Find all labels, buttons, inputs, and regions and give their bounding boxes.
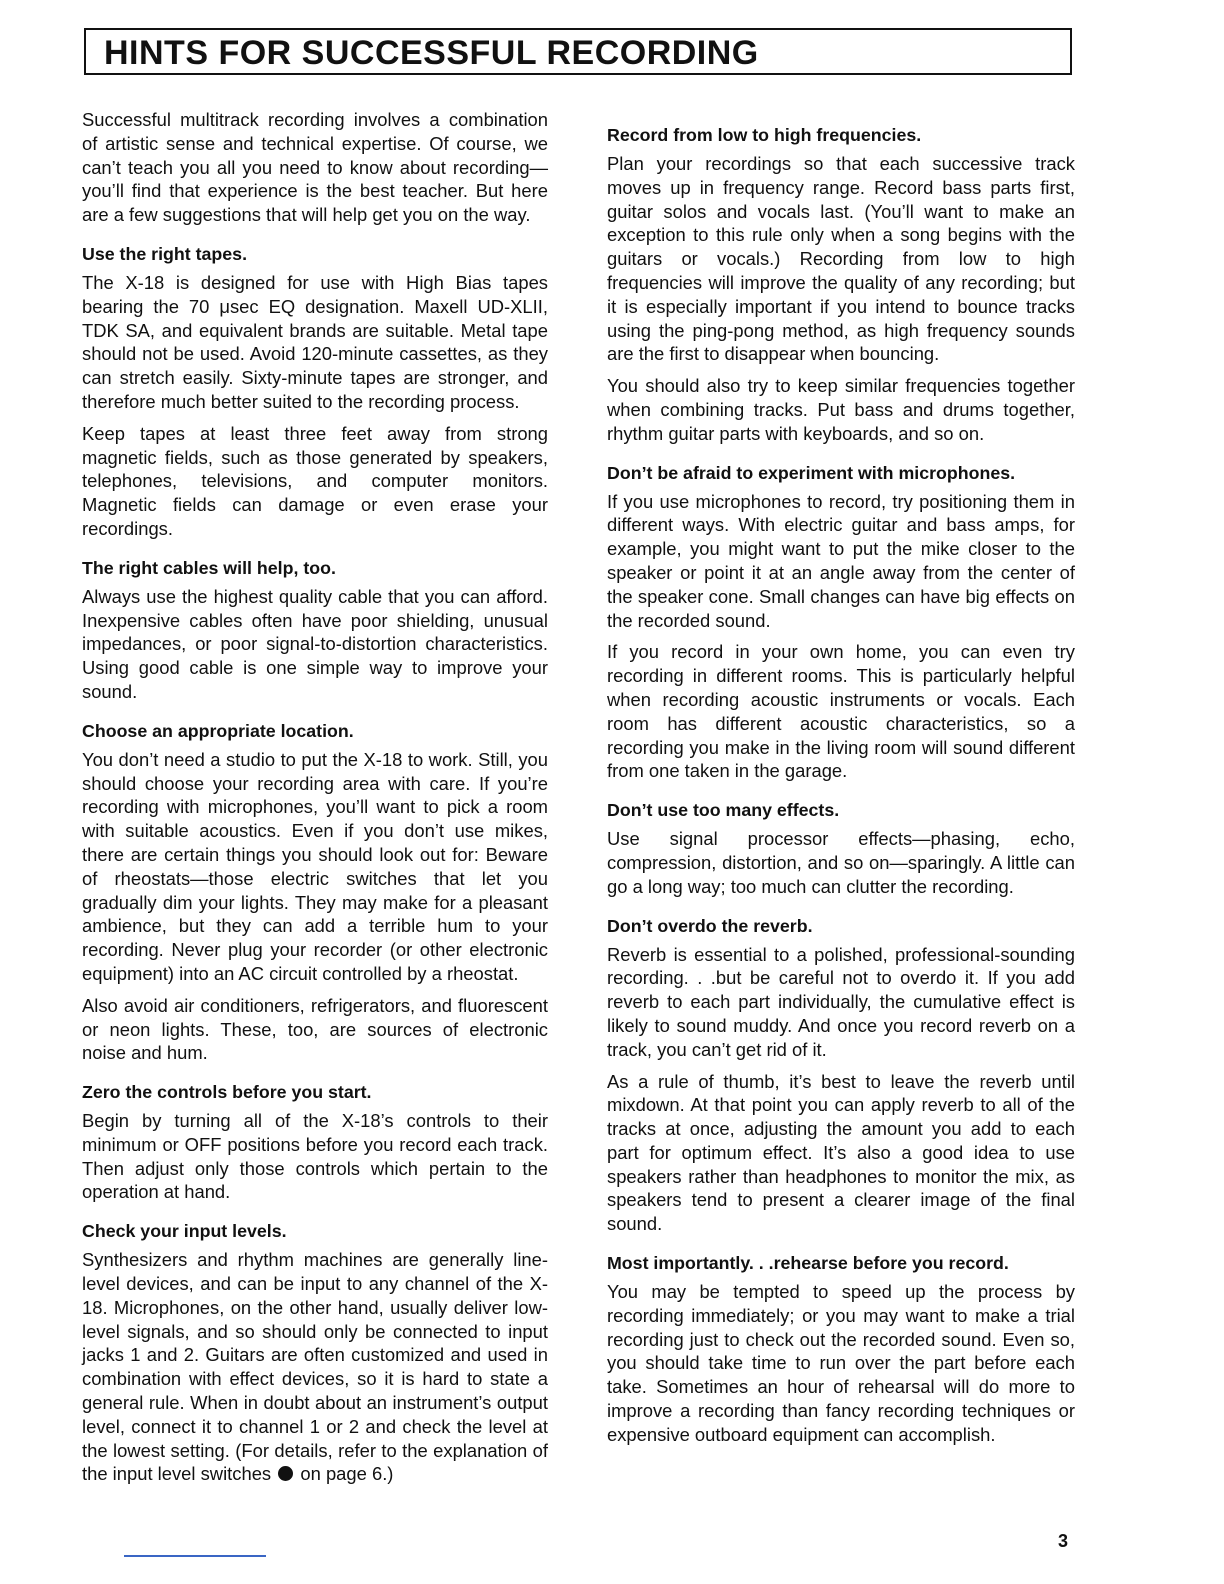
section-heading-effects: Don’t use too many effects. bbox=[607, 800, 840, 821]
section-heading-tapes: Use the right tapes. bbox=[82, 243, 248, 264]
circled-number-icon bbox=[278, 1466, 293, 1481]
page-title: HINTS FOR SUCCESSFUL RECORDING bbox=[104, 34, 759, 72]
section-heading-rehearse: Most importantly. . .rehearse before you record. bbox=[607, 1253, 1009, 1274]
location-paragraph-2: Also avoid air conditioners, refrigerators, and fluorescent or neon lights. These, too, are sources of electronic noise and hum. bbox=[82, 994, 548, 1064]
section-heading-cables: The right cables will help, too. bbox=[82, 557, 336, 578]
section-heading-microphones: Don’t be afraid to experiment with microphones. bbox=[607, 462, 1016, 483]
zero-controls-paragraph-1: Begin by turning all of the X-18’s controls to their minimum or OFF positions before you record each track. Then adjust only those controls which pertain to the operation at hand. bbox=[82, 1110, 548, 1203]
section-heading-frequencies: Record from low to high frequencies. bbox=[607, 125, 922, 145]
title-box bbox=[84, 28, 1072, 75]
rehearse-paragraph-1: You may be tempted to speed up the process by recording immediately; or you may want to make a trial recording just to check out the recorded sound. Even so, you should take time to run over the part before each take. Sometimes an hour of rehearsal will do more to improve a recording than fancy recording techniques or expensive outboard equipment can accomplish. bbox=[607, 1281, 1075, 1445]
microphones-paragraph-2: If you record in your own home, you can even try recording in different rooms. This is particularly helpful when recording acoustic instruments or vocals. Each room has different acoustic characteristics, so a recording you make in the living room will sound different from one taken in the garage. bbox=[607, 641, 1075, 782]
cables-paragraph-1: Always use the highest quality cable that you can afford. Inexpensive cables often have poor shielding, unusual impedances, or poor signal-to-distortion characteristics. Using good cable is one simple way to improve your sound. bbox=[82, 585, 548, 702]
tapes-paragraph-1: The X-18 is designed for use with High Bias tapes bearing the 70 μsec EQ designation. Maxell UD-XLII, TDK SA, and equivalent brands are suitable. Metal tape should not be used. Avoid 120-minute cassettes, as they can stretch easily. Sixty-minute tapes are stronger, and therefore much better suited to the recording process. bbox=[82, 271, 548, 412]
page-number: 3 bbox=[1058, 1531, 1069, 1551]
reverb-paragraph-2: As a rule of thumb, it’s best to leave the reverb until mixdown. At that point you can apply reverb to all of the tracks at once, adjusting the amount you add to each part for optimum effect. It’s also a good idea to use speakers rather than headphones to monitor the mix, as speakers tend to present a clearer image of the final sound. bbox=[607, 1070, 1075, 1235]
section-heading-zero-controls: Zero the controls before you start. bbox=[82, 1082, 372, 1103]
input-levels-text: Synthesizers and rhythm machines are generally line-level devices, and can be input to any channel of the X-18. Microphones, on the other hand, usually deliver low-level signals, and so should only be connected to input jacks 1 and 2. Guitars are often customized and used in combination with effect devices, so it is hard to state a general rule. When in doubt about an instrument’s output level, connect it to channel 1 or 2 and check the level at the lowest setting. (For details, refer to the explanation of the input level switches bbox=[82, 1249, 548, 1485]
left-column bbox=[82, 108, 548, 1494]
section-heading-reverb: Don’t overdo the reverb. bbox=[607, 915, 813, 936]
location-paragraph-1: You don’t need a studio to put the X-18 to work. Still, you should choose your recording area with care. If you’re recording with microphones, you’ll want to pick a room with suitable acoustics. Even if you don’t use mikes, there are certain things you should look out for: Beware of rheostats—those electric switches that let you gradually dim your lights. They may make for a pleasant ambience, but they can add a terrible hum to your recording. Never plug your recorder (or other electronic equipment) into an AC circuit controlled by a rheostat. bbox=[82, 748, 548, 984]
right-column bbox=[607, 108, 1075, 1455]
microphones-paragraph-1: If you use microphones to record, try positioning them in different ways. With electric guitar and bass amps, for example, you might want to put the mike closer to the speaker or point it at an angle away from the center of the speaker cone. Small changes can have big effects on the recorded sound. bbox=[607, 490, 1075, 631]
input-levels-paragraph-1 bbox=[82, 1248, 548, 1486]
section-heading-input-levels: Check your input levels. bbox=[82, 1221, 287, 1242]
section-heading-location: Choose an appropriate location. bbox=[82, 720, 354, 741]
reverb-paragraph-1: Reverb is essential to a polished, professional-sounding recording. . .but be careful not to overdo it. If you add reverb to each part individually, the cumulative effect is likely to sound muddy. And once you record reverb on a track, you can’t get rid of it. bbox=[607, 943, 1075, 1060]
intro-paragraph: Successful multitrack recording involves a combination of artistic sense and technical expertise. Of course, we can’t teach you all you need to know about recording—you’ll find that experience is the best teacher. But here are a few suggestions that will help get you on the way. bbox=[82, 109, 548, 226]
frequencies-paragraph-1: Plan your recordings so that each successive track moves up in frequency range. Record bass parts first, guitar solos and vocals last. (You’ll want to make an exception to this rule only when a song begins with the guitars or vocals.) Recording from low to high frequencies will improve the quality of any recording; but it is especially important if you intend to bounce tracks using the ping-pong method, as high frequency sounds are the first to disappear when bouncing. bbox=[607, 153, 1075, 365]
effects-paragraph-1: Use signal processor effects—phasing, echo, compression, distortion, and so on—sparingly. A little can go a long way; too much can clutter the recording. bbox=[607, 828, 1075, 897]
footer-rule bbox=[124, 1555, 266, 1557]
tapes-paragraph-2: Keep tapes at least three feet away from strong magnetic fields, such as those generated by speakers, telephones, televisions, and computer monitors. Magnetic fields can damage or even erase your recordings. bbox=[82, 422, 548, 539]
input-levels-text-end: on page 6.) bbox=[300, 1463, 394, 1485]
frequencies-paragraph-2: You should also try to keep similar frequencies together when combining tracks. Put bass and drums together, rhythm guitar parts with keyboards, and so on. bbox=[607, 375, 1075, 444]
